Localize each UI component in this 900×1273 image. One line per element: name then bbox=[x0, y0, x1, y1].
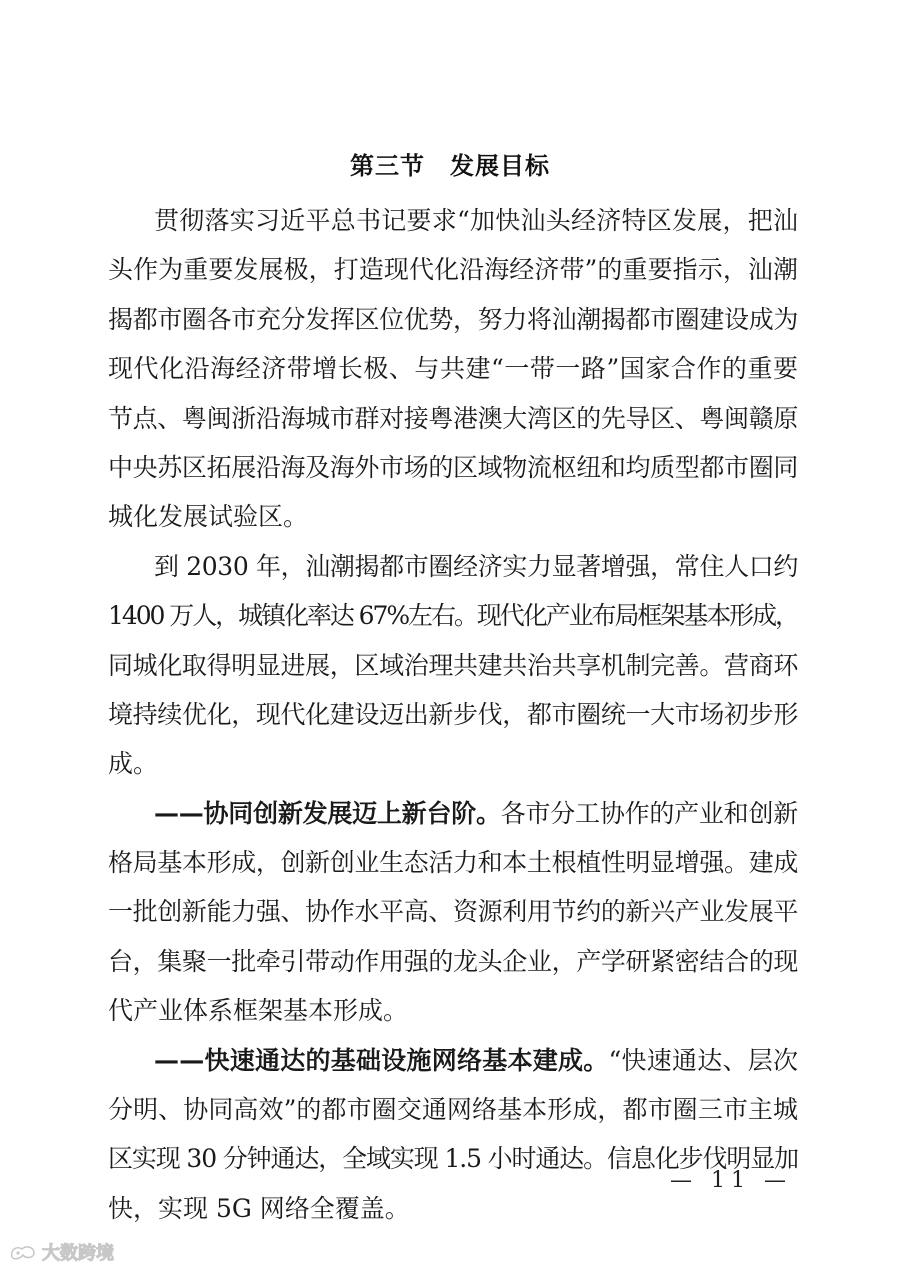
watermark bbox=[8, 1239, 114, 1265]
text-line: 代产业体系框架基本形成。 bbox=[108, 996, 409, 1026]
text-line: 头作为重要发展极，打造现代化沿海经济带”的重要指示，汕潮 bbox=[108, 255, 799, 285]
text-line: 成。 bbox=[108, 749, 159, 779]
text-line: 同城化取得明显进展，区域治理共建共治共享机制完善。营商环 bbox=[108, 650, 798, 680]
text-line: ——快速通达的基础设施网络基本建成。“快速通达、层次 bbox=[154, 1045, 799, 1075]
watermark-text: 大数跨境 bbox=[42, 1243, 114, 1264]
text-line: 贯彻落实习近平总书记要求“加快汕头经济特区发展，把汕 bbox=[154, 206, 799, 235]
text-line: 格局基本形成，创新创业生态活力和本土根植性明显增强。建成 bbox=[108, 848, 798, 878]
body-text bbox=[108, 196, 798, 1233]
paragraph-lead: ——协同创新发展迈上新台阶。 bbox=[154, 798, 501, 828]
text-line: 1400 万人，城镇化率达 67%左右。现代化产业布局框架基本形成， bbox=[108, 601, 798, 631]
text-line: 到 2030 年，汕潮揭都市圈经济实力显著增强，常住人口约 bbox=[154, 551, 798, 581]
page-number: — 11 — bbox=[670, 1168, 792, 1193]
text-line: 现代化沿海经济带增长极、与共建“一带一路”国家合作的重要 bbox=[108, 354, 799, 384]
text-line: 快，实现 5G 网络全覆盖。 bbox=[108, 1193, 410, 1223]
text-line: 区实现 30 分钟通达，全域实现 1.5 小时通达。信息化步伐明显加 bbox=[108, 1144, 799, 1174]
text-line: 境持续优化，现代化建设迈出新步伐，都市圈统一大市场初步形 bbox=[108, 699, 798, 729]
text-line: 节点、粤闽浙沿海城市群对接粤港澳大湾区的先导区、粤闽赣原 bbox=[108, 403, 798, 433]
text-line: 一批创新能力强、协作水平高、资源利用节约的新兴产业发展平 bbox=[108, 897, 798, 927]
text-line: 中央苏区拓展沿海及海外市场的区域物流枢纽和均质型都市圈同 bbox=[108, 452, 798, 482]
watermark-logo-icon bbox=[8, 1243, 38, 1261]
paragraph-lead: ——快速通达的基础设施网络基本建成。 bbox=[154, 1045, 609, 1075]
text-line: 分明、协同高效”的都市圈交通网络基本形成，都市圈三市主城 bbox=[108, 1095, 799, 1125]
text-line: 揭都市圈各市充分发挥区位优势，努力将汕潮揭都市圈建设成为 bbox=[108, 304, 798, 334]
text-line: 城化发展试验区。 bbox=[108, 502, 309, 532]
section-title: 第三节 发展目标 bbox=[350, 152, 550, 180]
text-line: 台，集聚一批牵引带动作用强的龙头企业，产学研紧密结合的现 bbox=[108, 946, 798, 976]
text-line: ——协同创新发展迈上新台阶。各市分工协作的产业和创新 bbox=[154, 798, 798, 828]
